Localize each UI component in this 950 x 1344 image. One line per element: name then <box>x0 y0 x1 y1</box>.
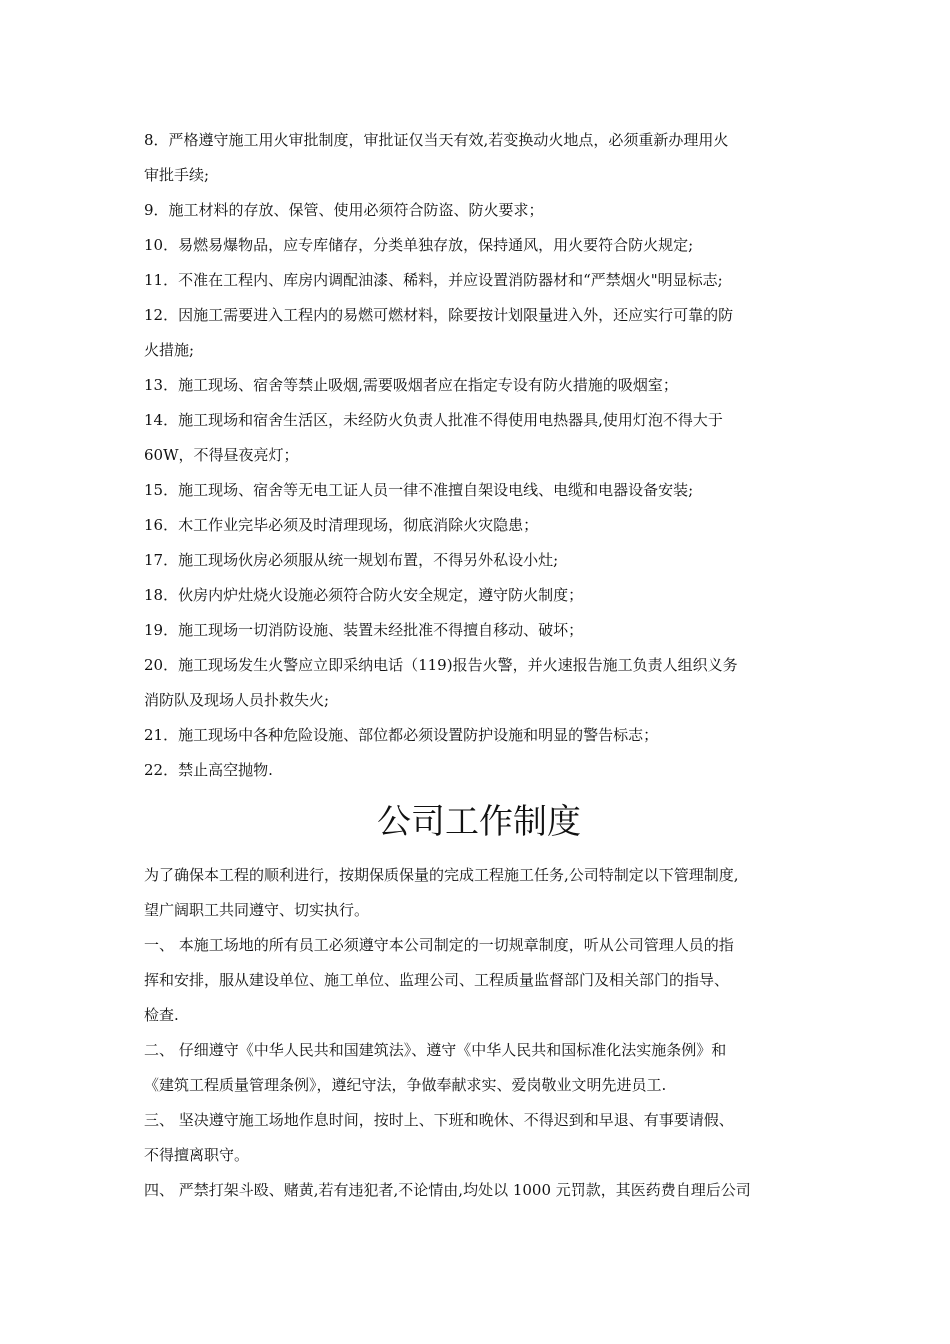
text-line: 火措施; <box>144 341 195 359</box>
fire-safety-rules-list <box>144 123 814 788</box>
text-line: 9．施工材料的存放、保管、使用必须符合防盗、防火要求； <box>144 201 544 219</box>
text-line: 10．易燃易爆物品，应专库储存，分类单独存放，保持通风，用火要符合防火规定; <box>144 236 694 254</box>
text-line: 《建筑工程质量管理条例》，遵纪守法，争做奉献求实、爱岗敬业文明先进员工. <box>144 1076 667 1094</box>
section-title: 公司工作制度 <box>377 802 581 842</box>
text-line: 三、 坚决遵守施工场地作息时间，按时上、下班和晚休、不得迟到和早退、有事要请假、 <box>144 1111 734 1129</box>
text-line: 二、 仔细遵守《中华人民共和国建筑法》、遵守《中华人民共和国标准化法实施条例》和 <box>144 1041 727 1059</box>
text-line: 14．施工现场和宿舍生活区，未经防火负责人批准不得使用电热器具,使用灯泡不得大于 <box>144 411 723 429</box>
text-line: 消防队及现场人员扑救失火; <box>144 691 330 709</box>
text-line: 16．木工作业完毕必须及时清理现场，彻底消除火灾隐患； <box>144 516 539 534</box>
text-line: 15．施工现场、宿舍等无电工证人员一律不准擅自架设电线、电缆和电器设备安装; <box>144 481 694 499</box>
text-line: 21．施工现场中各种危险设施、部位都必须设置防护设施和明显的警告标志； <box>144 726 659 744</box>
text-line: 一、 本施工场地的所有员工必须遵守本公司制定的一切规章制度，听从公司管理人员的指 <box>144 936 734 954</box>
text-line: 审批手续; <box>144 166 210 184</box>
text-line: 12．因施工需要进入工程内的易燃可燃材料，除要按计划限量进入外，还应实行可靠的防 <box>144 306 734 324</box>
text-line: 60W，不得昼夜亮灯； <box>144 446 299 464</box>
text-line: 17．施工现场伙房必须服从统一规划布置，不得另外私设小灶; <box>144 551 559 569</box>
text-line: 18．伙房内炉灶烧火设施必须符合防火安全规定，遵守防火制度； <box>144 586 584 604</box>
text-line: 不得擅离职守。 <box>144 1146 250 1164</box>
document-content <box>144 123 814 1208</box>
text-line: 挥和安排，服从建设单位、施工单位、监理公司、工程质量监督部门及相关部门的指导、 <box>144 971 730 989</box>
text-line: 13．施工现场、宿舍等禁止吸烟,需要吸烟者应在指定专设有防火措施的吸烟室； <box>144 376 678 394</box>
text-line: 20．施工现场发生火警应立即采纳电话（119)报告火警，并火速报告施工负责人组织义务 <box>144 656 738 674</box>
text-line: 22．禁止高空抛物. <box>144 761 273 779</box>
text-line: 8．严格遵守施工用火审批制度，审批证仅当天有效,若变换动火地点，必须重新办理用火 <box>144 131 729 149</box>
text-line: 为了确保本工程的顺利进行，按期保质保量的完成工程施工任务,公司特制定以下管理制度, <box>144 866 739 884</box>
text-line: 检查. <box>144 1006 179 1024</box>
text-line: 19．施工现场一切消防设施、装置未经批准不得擅自移动、破坏； <box>144 621 584 639</box>
text-line: 望广阔职工共同遵守、切实执行。 <box>144 901 370 919</box>
text-line: 11．不准在工程内、库房内调配油漆、稀料，并应设置消防器材和“严禁烟火"明显标志; <box>144 271 723 289</box>
company-rules-body <box>144 858 814 1208</box>
text-line: 四、 严禁打架斗殴、赌黄,若有违犯者,不论情由,均处以 1000 元罚款，其医药费自理后公司 <box>144 1181 751 1199</box>
